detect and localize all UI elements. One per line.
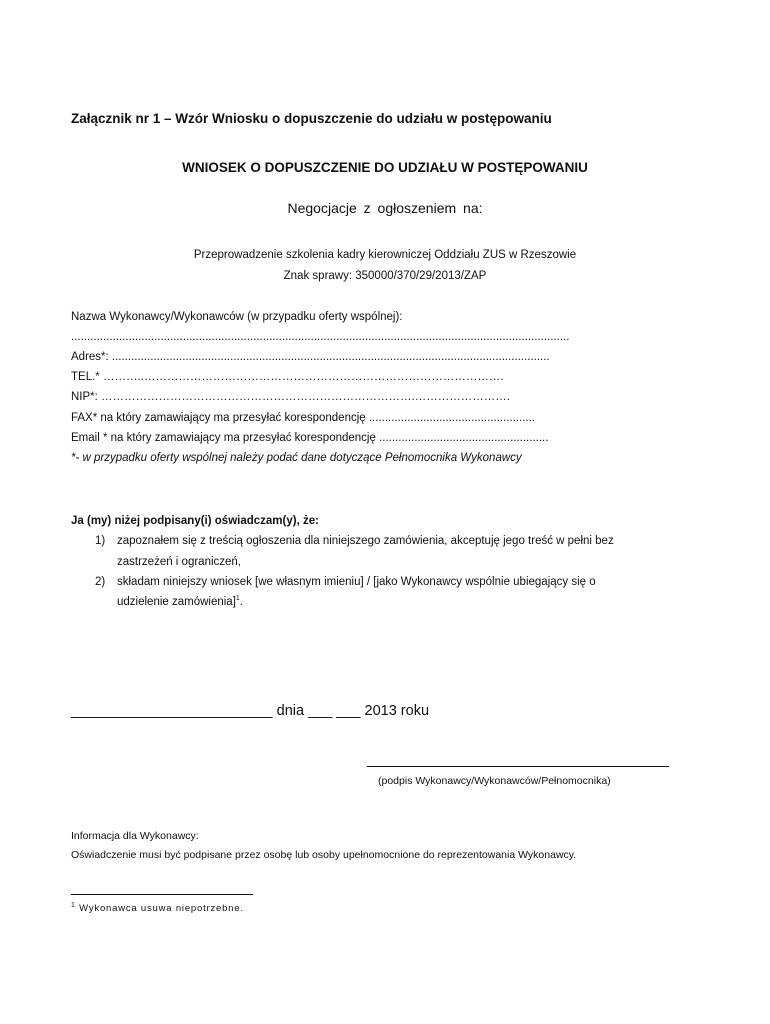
date-line: _________________________ dnia ___ ___ 2013 roku bbox=[71, 703, 430, 719]
main-heading: WNIOSEK O DOPUSZCZENIE DO UDZIAŁU W POSTĘPOWANIU bbox=[182, 160, 588, 175]
footnote-mark: 1 bbox=[71, 901, 76, 909]
contractor-name-dots: ............................................................................................................................................................ bbox=[71, 331, 570, 343]
info-text: Oświadczenie musi być podpisane przez osobę lub osoby upełnomocnione do reprezentowania Wykonawcy. bbox=[71, 849, 577, 861]
signature-line bbox=[367, 766, 669, 767]
info-title: Informacja dla Wykonawcy: bbox=[71, 830, 199, 842]
attachment-title: Załącznik nr 1 – Wzór Wniosku o dopuszczenie do udziału w postępowaniu bbox=[71, 111, 552, 126]
declaration-item-1-line2: zastrzeżeń i ograniczeń, bbox=[117, 556, 242, 568]
declaration-item-2-line2 bbox=[117, 596, 243, 608]
email-field: Email * na który zamawiający ma przesyłać korespondencję ..................................................... bbox=[71, 432, 549, 444]
nip-field: NIP*: ……………………………………………………………………….……………………. bbox=[71, 391, 510, 403]
declaration-item-2-line1: składam niniejszy wniosek [we własnym imieniu] / [jako Wykonawcy wspólnie ubiegający się o bbox=[117, 576, 596, 588]
footnote bbox=[71, 903, 244, 914]
subheading: Negocjacje z ogłoszeniem na: bbox=[287, 200, 483, 216]
joint-offer-note: *- w przypadku oferty wspólnej należy podać dane dotyczące Pełnomocnika Wykonawcy bbox=[71, 452, 522, 464]
tel-field: TEL.* ………..…………………………………………………………………………………. bbox=[71, 371, 504, 383]
case-number: Znak sprawy: 350000/370/29/2013/ZAP bbox=[283, 270, 487, 282]
declaration-heading: Ja (my) niżej podpisany(i) oświadczam(y), że: bbox=[71, 515, 319, 527]
subject-line: Przeprowadzenie szkolenia kadry kierowniczej Oddziału ZUS w Rzeszowie bbox=[193, 249, 577, 261]
list-number: 1) bbox=[95, 535, 106, 547]
period: . bbox=[239, 596, 244, 608]
footnote-separator bbox=[71, 894, 253, 895]
declaration-item-1-line1: zapoznałem się z treścią ogłoszenia dla niniejszego zamówienia, akceptuję jego treść w pełni bez bbox=[117, 535, 614, 547]
address-field: Adres*: ......................................................................................................................................... bbox=[71, 351, 550, 363]
footnote-text: Wykonawca usuwa niepotrzebne. bbox=[79, 903, 244, 914]
signature-label: (podpis Wykonawcy/Wykonawców/Pełnomocnika) bbox=[378, 775, 611, 787]
declaration-item-2-text: udzielenie zamówienia] bbox=[117, 596, 236, 608]
contractor-name-label: Nazwa Wykonawcy/Wykonawców (w przypadku oferty wspólnej): bbox=[71, 311, 403, 323]
footnote-reference: 1 bbox=[235, 595, 240, 603]
fax-field: FAX* na który zamawiający ma przesyłać korespondencję .................................................... bbox=[71, 412, 535, 424]
list-number: 2) bbox=[95, 576, 106, 588]
